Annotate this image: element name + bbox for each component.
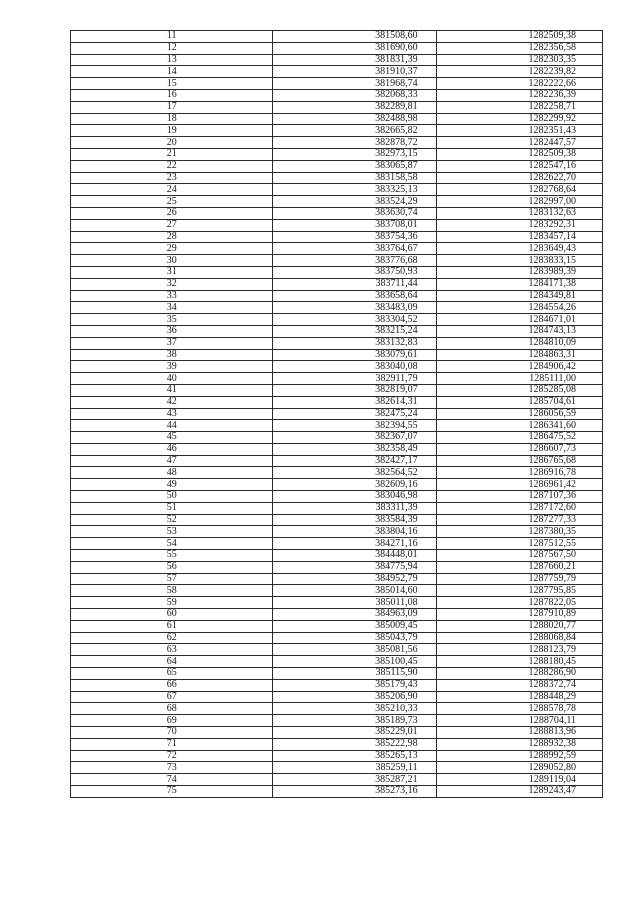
point-number-cell: 13 (71, 54, 273, 66)
point-number-cell: 40 (71, 373, 273, 385)
point-number-cell: 18 (71, 113, 273, 125)
point-number-cell: 46 (71, 443, 273, 455)
y-coordinate-cell: 1284349,81 (436, 290, 602, 302)
table-row (71, 113, 603, 125)
y-coordinate-cell: 1284863,31 (436, 349, 602, 361)
point-number-cell: 52 (71, 514, 273, 526)
x-coordinate-cell: 382878,72 (273, 137, 436, 149)
table-row (71, 231, 603, 243)
y-coordinate-cell: 1282299,92 (436, 113, 602, 125)
point-number-cell: 12 (71, 42, 273, 54)
point-number-cell: 54 (71, 538, 273, 550)
table-row (71, 54, 603, 66)
point-number-cell: 65 (71, 668, 273, 680)
point-number-cell: 58 (71, 585, 273, 597)
point-number-cell: 11 (71, 31, 273, 43)
x-coordinate-cell: 385206,90 (273, 691, 436, 703)
x-coordinate-cell: 384963,09 (273, 609, 436, 621)
x-coordinate-cell: 383065,87 (273, 160, 436, 172)
table-row (71, 609, 603, 621)
y-coordinate-cell: 1286056,59 (436, 408, 602, 420)
table-row (71, 349, 603, 361)
y-coordinate-cell: 1287277,33 (436, 514, 602, 526)
point-number-cell: 63 (71, 644, 273, 656)
table-row (71, 255, 603, 267)
x-coordinate-cell: 385043,79 (273, 632, 436, 644)
table-row (71, 538, 603, 550)
y-coordinate-cell: 1287172,60 (436, 502, 602, 514)
x-coordinate-cell: 385115,90 (273, 668, 436, 680)
point-number-cell: 57 (71, 573, 273, 585)
table-row (71, 196, 603, 208)
y-coordinate-cell: 1287910,89 (436, 609, 602, 621)
table-row (71, 738, 603, 750)
table-row (71, 550, 603, 562)
y-coordinate-cell: 1282222,66 (436, 78, 602, 90)
x-coordinate-cell: 385011,08 (273, 597, 436, 609)
table-row (71, 620, 603, 632)
table-row (71, 656, 603, 668)
y-coordinate-cell: 1287795,85 (436, 585, 602, 597)
point-number-cell: 15 (71, 78, 273, 90)
x-coordinate-cell: 383040,08 (273, 361, 436, 373)
x-coordinate-cell: 383584,39 (273, 514, 436, 526)
y-coordinate-cell: 1288932,38 (436, 738, 602, 750)
table-row (71, 715, 603, 727)
y-coordinate-cell: 1282509,38 (436, 31, 602, 43)
table-row (71, 266, 603, 278)
point-number-cell: 41 (71, 384, 273, 396)
y-coordinate-cell: 1282239,82 (436, 66, 602, 78)
table-row (71, 160, 603, 172)
y-coordinate-cell: 1288020,77 (436, 620, 602, 632)
x-coordinate-cell: 385100,45 (273, 656, 436, 668)
y-coordinate-cell: 1288704,11 (436, 715, 602, 727)
x-coordinate-cell: 382475,24 (273, 408, 436, 420)
y-coordinate-cell: 1282303,35 (436, 54, 602, 66)
y-coordinate-cell: 1285285,08 (436, 384, 602, 396)
point-number-cell: 43 (71, 408, 273, 420)
y-coordinate-cell: 1284810,09 (436, 337, 602, 349)
table-row (71, 184, 603, 196)
point-number-cell: 55 (71, 550, 273, 562)
point-number-cell: 29 (71, 243, 273, 255)
point-number-cell: 21 (71, 148, 273, 160)
y-coordinate-cell: 1284906,42 (436, 361, 602, 373)
table-row (71, 467, 603, 479)
y-coordinate-cell: 1283649,43 (436, 243, 602, 255)
y-coordinate-cell: 1283292,31 (436, 219, 602, 231)
y-coordinate-cell: 1287380,35 (436, 526, 602, 538)
y-coordinate-cell: 1283989,39 (436, 266, 602, 278)
y-coordinate-cell: 1288578,78 (436, 703, 602, 715)
x-coordinate-cell: 384448,01 (273, 550, 436, 562)
point-number-cell: 35 (71, 314, 273, 326)
y-coordinate-cell: 1286916,78 (436, 467, 602, 479)
x-coordinate-cell: 381508,60 (273, 31, 436, 43)
table-row (71, 172, 603, 184)
point-number-cell: 73 (71, 762, 273, 774)
table-row (71, 101, 603, 113)
table-row (71, 479, 603, 491)
table-row (71, 644, 603, 656)
table-row (71, 786, 603, 798)
point-number-cell: 44 (71, 420, 273, 432)
y-coordinate-cell: 1286475,52 (436, 432, 602, 444)
y-coordinate-cell: 1287759,79 (436, 573, 602, 585)
x-coordinate-cell: 385259,11 (273, 762, 436, 774)
table-row (71, 396, 603, 408)
point-number-cell: 53 (71, 526, 273, 538)
y-coordinate-cell: 1288992,59 (436, 750, 602, 762)
point-number-cell: 39 (71, 361, 273, 373)
x-coordinate-cell: 383764,67 (273, 243, 436, 255)
x-coordinate-cell: 382609,16 (273, 479, 436, 491)
x-coordinate-cell: 381968,74 (273, 78, 436, 90)
point-number-cell: 45 (71, 432, 273, 444)
point-number-cell: 48 (71, 467, 273, 479)
y-coordinate-cell: 1288123,79 (436, 644, 602, 656)
point-number-cell: 22 (71, 160, 273, 172)
x-coordinate-cell: 385273,16 (273, 786, 436, 798)
x-coordinate-cell: 382427,17 (273, 455, 436, 467)
x-coordinate-cell: 383524,29 (273, 196, 436, 208)
point-number-cell: 20 (71, 137, 273, 149)
x-coordinate-cell: 383079,61 (273, 349, 436, 361)
point-number-cell: 69 (71, 715, 273, 727)
point-number-cell: 62 (71, 632, 273, 644)
point-number-cell: 31 (71, 266, 273, 278)
point-number-cell: 23 (71, 172, 273, 184)
point-number-cell: 64 (71, 656, 273, 668)
x-coordinate-cell: 381831,39 (273, 54, 436, 66)
point-number-cell: 72 (71, 750, 273, 762)
table-row (71, 573, 603, 585)
y-coordinate-cell: 1285111,00 (436, 373, 602, 385)
point-number-cell: 30 (71, 255, 273, 267)
table-row (71, 679, 603, 691)
x-coordinate-cell: 385009,45 (273, 620, 436, 632)
x-coordinate-cell: 383158,58 (273, 172, 436, 184)
table-row (71, 561, 603, 573)
table-row (71, 384, 603, 396)
table-row (71, 243, 603, 255)
y-coordinate-cell: 1288180,45 (436, 656, 602, 668)
table-row (71, 278, 603, 290)
table-row (71, 455, 603, 467)
table-row (71, 148, 603, 160)
point-number-cell: 75 (71, 786, 273, 798)
x-coordinate-cell: 383311,39 (273, 502, 436, 514)
y-coordinate-cell: 1287660,21 (436, 561, 602, 573)
table-row (71, 691, 603, 703)
x-coordinate-cell: 385081,56 (273, 644, 436, 656)
coordinates-table-body (71, 31, 603, 798)
y-coordinate-cell: 1288286,90 (436, 668, 602, 680)
x-coordinate-cell: 383708,01 (273, 219, 436, 231)
y-coordinate-cell: 1288372,74 (436, 679, 602, 691)
table-row (71, 514, 603, 526)
table-row (71, 325, 603, 337)
table-row (71, 66, 603, 78)
x-coordinate-cell: 382973,15 (273, 148, 436, 160)
point-number-cell: 19 (71, 125, 273, 137)
y-coordinate-cell: 1286341,60 (436, 420, 602, 432)
y-coordinate-cell: 1288068,84 (436, 632, 602, 644)
table-row (71, 408, 603, 420)
table-row (71, 727, 603, 739)
table-row (71, 42, 603, 54)
y-coordinate-cell: 1283833,15 (436, 255, 602, 267)
x-coordinate-cell: 382665,82 (273, 125, 436, 137)
table-row (71, 585, 603, 597)
y-coordinate-cell: 1288813,96 (436, 727, 602, 739)
x-coordinate-cell: 381910,37 (273, 66, 436, 78)
point-number-cell: 49 (71, 479, 273, 491)
x-coordinate-cell: 382614,31 (273, 396, 436, 408)
y-coordinate-cell: 1282768,64 (436, 184, 602, 196)
x-coordinate-cell: 382394,55 (273, 420, 436, 432)
y-coordinate-cell: 1287822,05 (436, 597, 602, 609)
point-number-cell: 66 (71, 679, 273, 691)
table-row (71, 632, 603, 644)
y-coordinate-cell: 1289052,80 (436, 762, 602, 774)
x-coordinate-cell: 382358,49 (273, 443, 436, 455)
coordinates-table (70, 30, 603, 798)
x-coordinate-cell: 382488,98 (273, 113, 436, 125)
y-coordinate-cell: 1282351,43 (436, 125, 602, 137)
y-coordinate-cell: 1284743,13 (436, 325, 602, 337)
x-coordinate-cell: 383215,24 (273, 325, 436, 337)
y-coordinate-cell: 1286607,73 (436, 443, 602, 455)
table-row (71, 502, 603, 514)
x-coordinate-cell: 382289,81 (273, 101, 436, 113)
point-number-cell: 25 (71, 196, 273, 208)
point-number-cell: 56 (71, 561, 273, 573)
point-number-cell: 68 (71, 703, 273, 715)
point-number-cell: 24 (71, 184, 273, 196)
point-number-cell: 17 (71, 101, 273, 113)
x-coordinate-cell: 385265,13 (273, 750, 436, 762)
table-row (71, 491, 603, 503)
table-row (71, 526, 603, 538)
x-coordinate-cell: 385014,60 (273, 585, 436, 597)
y-coordinate-cell: 1284671,01 (436, 314, 602, 326)
point-number-cell: 28 (71, 231, 273, 243)
table-row (71, 314, 603, 326)
point-number-cell: 32 (71, 278, 273, 290)
x-coordinate-cell: 385229,01 (273, 727, 436, 739)
y-coordinate-cell: 1282997,00 (436, 196, 602, 208)
y-coordinate-cell: 1282547,16 (436, 160, 602, 172)
point-number-cell: 33 (71, 290, 273, 302)
table-row (71, 78, 603, 90)
y-coordinate-cell: 1285704,61 (436, 396, 602, 408)
x-coordinate-cell: 385287,21 (273, 774, 436, 786)
y-coordinate-cell: 1282258,71 (436, 101, 602, 113)
y-coordinate-cell: 1287107,36 (436, 491, 602, 503)
y-coordinate-cell: 1283132,63 (436, 207, 602, 219)
x-coordinate-cell: 384775,94 (273, 561, 436, 573)
x-coordinate-cell: 383483,09 (273, 302, 436, 314)
y-coordinate-cell: 1282622,70 (436, 172, 602, 184)
x-coordinate-cell: 383630,74 (273, 207, 436, 219)
table-row (71, 302, 603, 314)
x-coordinate-cell: 382564,52 (273, 467, 436, 479)
y-coordinate-cell: 1286961,42 (436, 479, 602, 491)
table-row (71, 432, 603, 444)
y-coordinate-cell: 1282236,39 (436, 89, 602, 101)
table-row (71, 668, 603, 680)
point-number-cell: 61 (71, 620, 273, 632)
point-number-cell: 59 (71, 597, 273, 609)
point-number-cell: 47 (71, 455, 273, 467)
table-row (71, 337, 603, 349)
x-coordinate-cell: 382367,07 (273, 432, 436, 444)
x-coordinate-cell: 384952,79 (273, 573, 436, 585)
y-coordinate-cell: 1283457,14 (436, 231, 602, 243)
x-coordinate-cell: 382911,79 (273, 373, 436, 385)
point-number-cell: 60 (71, 609, 273, 621)
point-number-cell: 27 (71, 219, 273, 231)
table-row (71, 290, 603, 302)
x-coordinate-cell: 383750,93 (273, 266, 436, 278)
table-row (71, 207, 603, 219)
x-coordinate-cell: 383754,36 (273, 231, 436, 243)
point-number-cell: 71 (71, 738, 273, 750)
table-row (71, 89, 603, 101)
table-row (71, 219, 603, 231)
point-number-cell: 42 (71, 396, 273, 408)
point-number-cell: 37 (71, 337, 273, 349)
x-coordinate-cell: 385222,98 (273, 738, 436, 750)
y-coordinate-cell: 1282447,57 (436, 137, 602, 149)
x-coordinate-cell: 383711,44 (273, 278, 436, 290)
x-coordinate-cell: 382068,33 (273, 89, 436, 101)
x-coordinate-cell: 385179,43 (273, 679, 436, 691)
table-row (71, 420, 603, 432)
y-coordinate-cell: 1282509,38 (436, 148, 602, 160)
y-coordinate-cell: 1286765,68 (436, 455, 602, 467)
point-number-cell: 36 (71, 325, 273, 337)
table-row (71, 137, 603, 149)
point-number-cell: 16 (71, 89, 273, 101)
y-coordinate-cell: 1282356,58 (436, 42, 602, 54)
table-row (71, 125, 603, 137)
x-coordinate-cell: 383304,52 (273, 314, 436, 326)
x-coordinate-cell: 381690,60 (273, 42, 436, 54)
table-row (71, 750, 603, 762)
y-coordinate-cell: 1289243,47 (436, 786, 602, 798)
y-coordinate-cell: 1287567,50 (436, 550, 602, 562)
x-coordinate-cell: 383046,98 (273, 491, 436, 503)
y-coordinate-cell: 1288448,29 (436, 691, 602, 703)
table-row (71, 762, 603, 774)
point-number-cell: 34 (71, 302, 273, 314)
y-coordinate-cell: 1287512,55 (436, 538, 602, 550)
point-number-cell: 26 (71, 207, 273, 219)
x-coordinate-cell: 383658,64 (273, 290, 436, 302)
x-coordinate-cell: 382819,07 (273, 384, 436, 396)
x-coordinate-cell: 385189,73 (273, 715, 436, 727)
point-number-cell: 14 (71, 66, 273, 78)
point-number-cell: 74 (71, 774, 273, 786)
table-row (71, 443, 603, 455)
y-coordinate-cell: 1284554,26 (436, 302, 602, 314)
x-coordinate-cell: 383804,16 (273, 526, 436, 538)
point-number-cell: 70 (71, 727, 273, 739)
x-coordinate-cell: 383325,13 (273, 184, 436, 196)
point-number-cell: 38 (71, 349, 273, 361)
x-coordinate-cell: 385210,33 (273, 703, 436, 715)
table-row (71, 774, 603, 786)
y-coordinate-cell: 1284171,38 (436, 278, 602, 290)
y-coordinate-cell: 1289119,04 (436, 774, 602, 786)
table-row (71, 361, 603, 373)
x-coordinate-cell: 384271,16 (273, 538, 436, 550)
point-number-cell: 67 (71, 691, 273, 703)
point-number-cell: 50 (71, 491, 273, 503)
table-row (71, 597, 603, 609)
point-number-cell: 51 (71, 502, 273, 514)
table-row (71, 373, 603, 385)
x-coordinate-cell: 383132,83 (273, 337, 436, 349)
x-coordinate-cell: 383776,68 (273, 255, 436, 267)
table-row (71, 31, 603, 43)
table-row (71, 703, 603, 715)
